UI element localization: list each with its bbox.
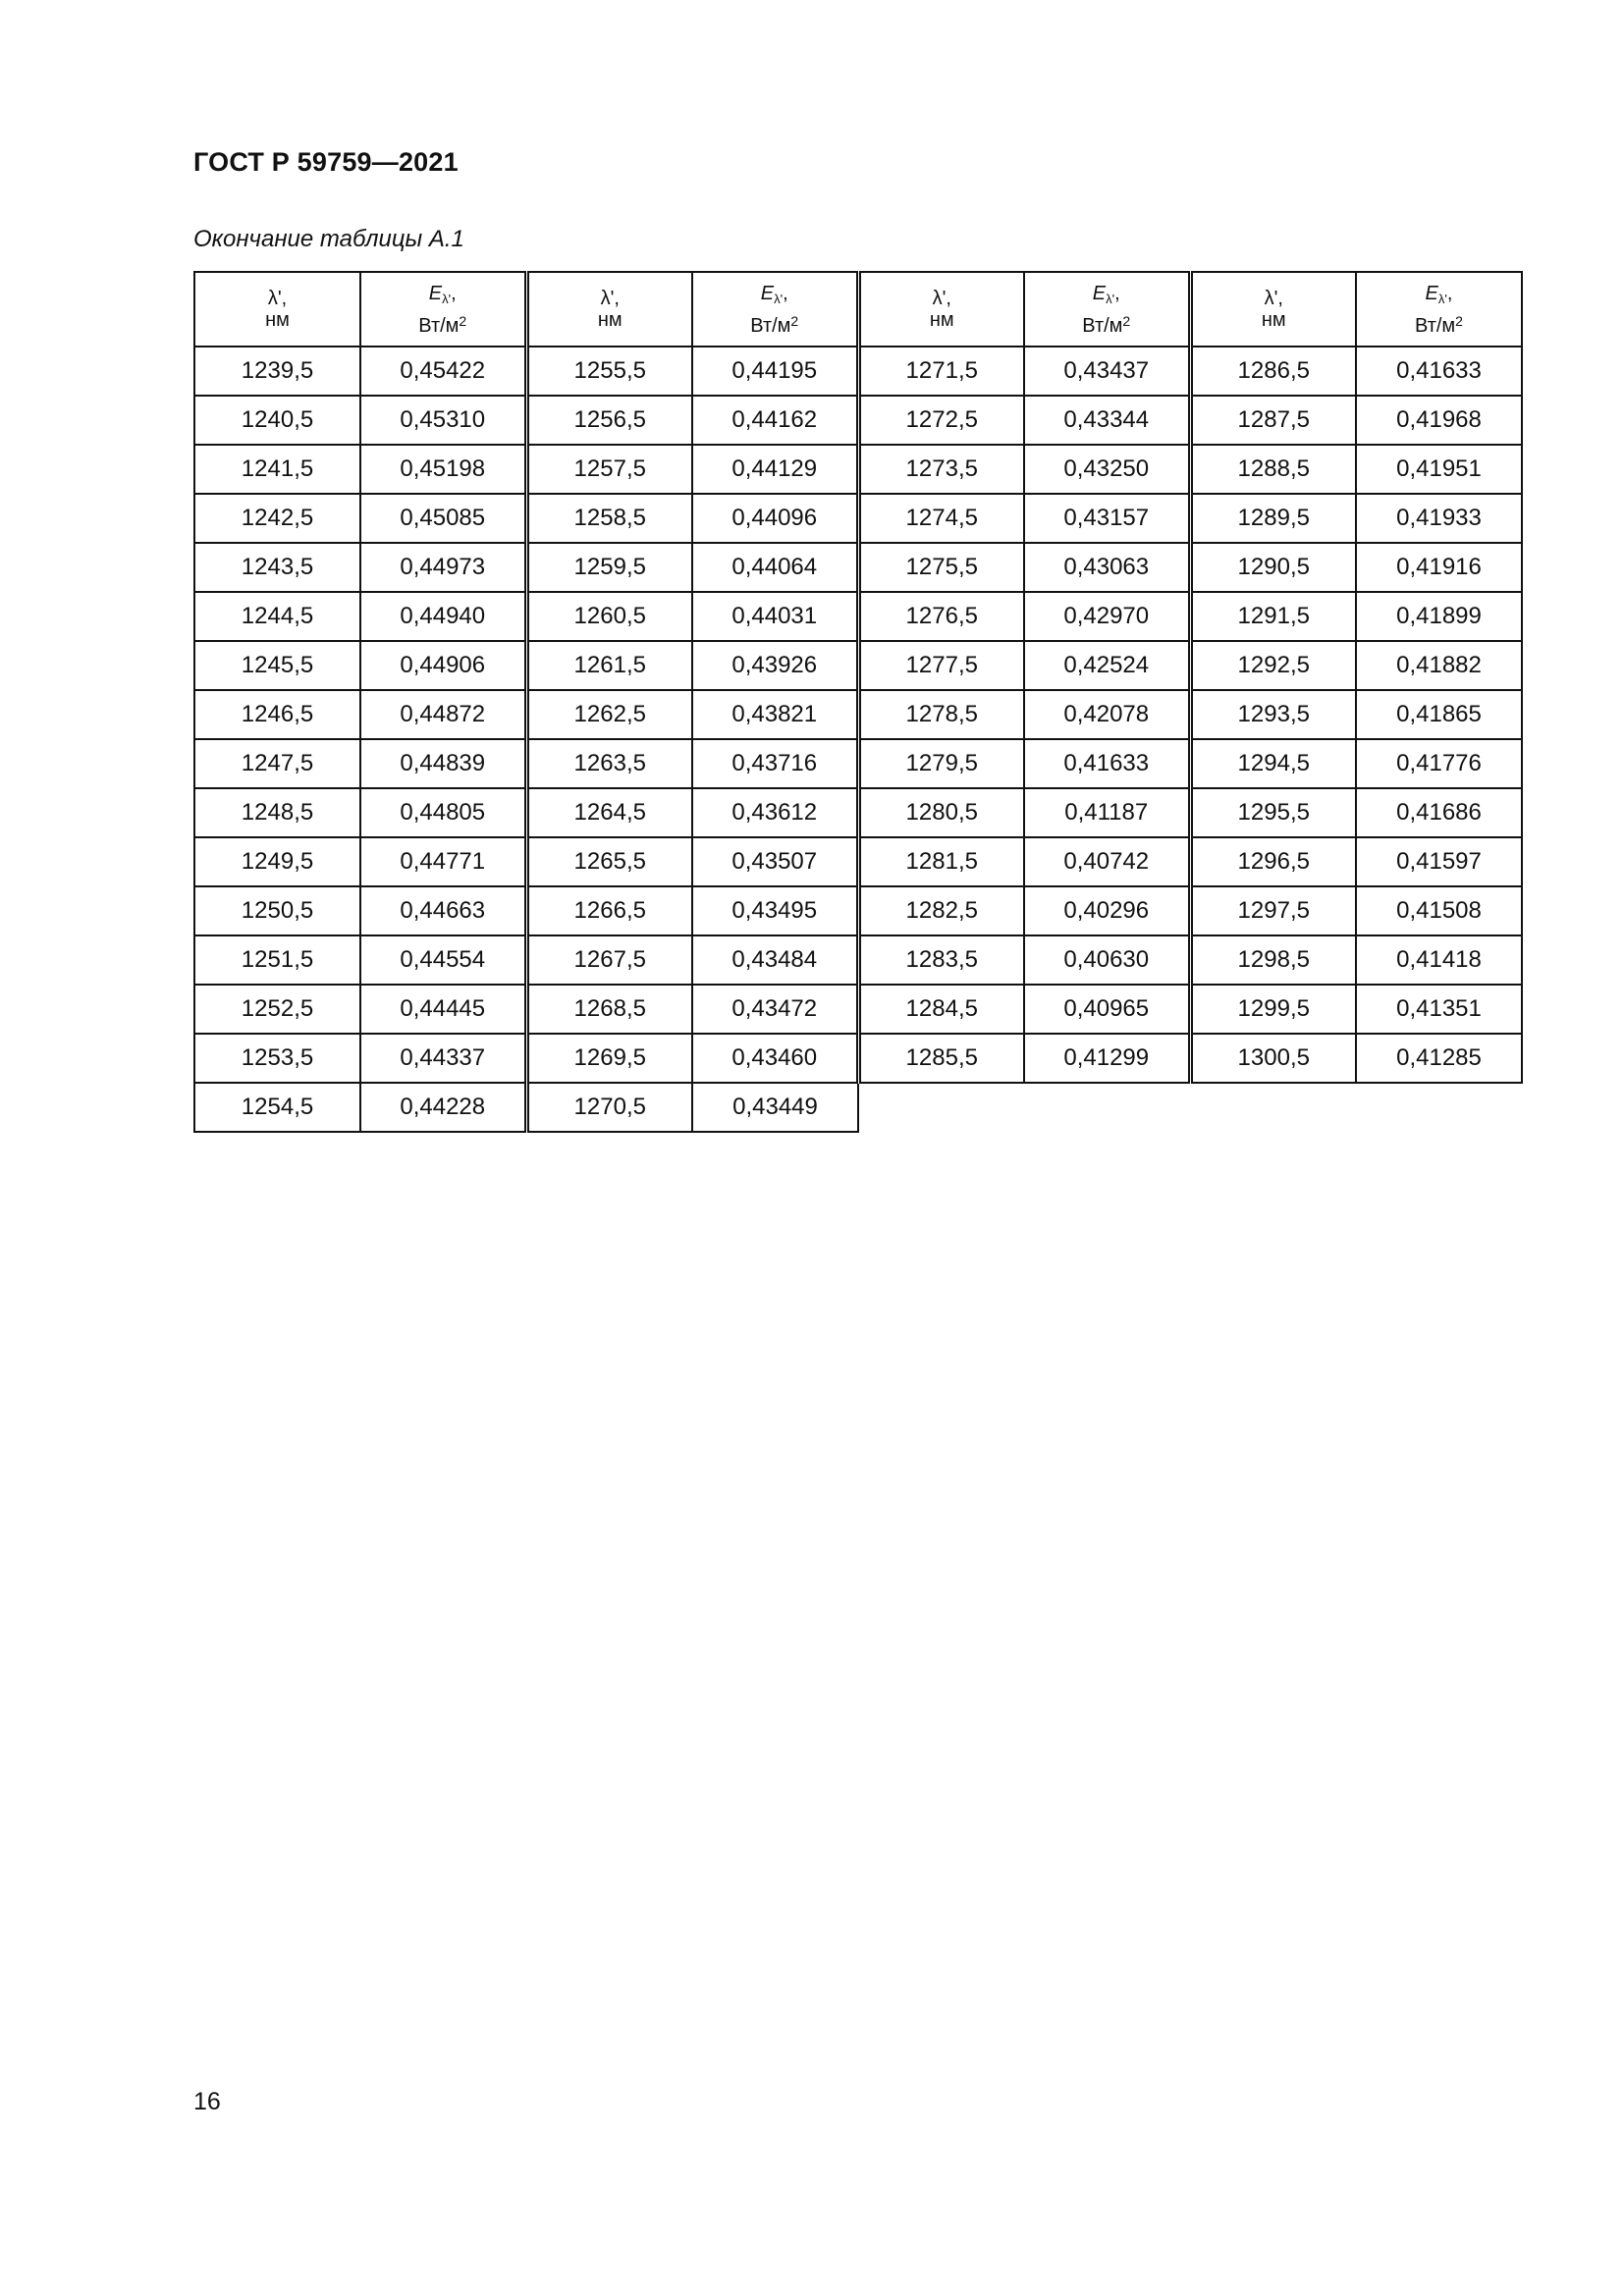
header-symbol: [693, 283, 856, 310]
table-row: [194, 837, 1522, 886]
table-row: [194, 886, 1522, 935]
wavelength-cell: 1288,5: [1190, 445, 1356, 494]
header-suffix: ,: [783, 282, 788, 304]
wavelength-cell: 1286,5: [1190, 347, 1356, 396]
table-row: [194, 641, 1522, 690]
wavelength-cell: 1270,5: [526, 1083, 692, 1132]
header-symbol-letter: E: [1092, 282, 1107, 304]
table-row: [194, 1083, 1522, 1132]
irradiance-cell: 0,41865: [1356, 690, 1522, 739]
irradiance-cell: 0,43495: [692, 886, 858, 935]
irradiance-cell: 0,42078: [1024, 690, 1190, 739]
irradiance-cell: 0,41508: [1356, 886, 1522, 935]
header-symbol: λ',: [600, 288, 620, 309]
header-superscript: 2: [1122, 312, 1131, 329]
irradiance-cell: 0,44872: [360, 690, 526, 739]
irradiance-cell: 0,40296: [1024, 886, 1190, 935]
wavelength-cell: 1265,5: [526, 837, 692, 886]
wavelength-cell: 1299,5: [1190, 985, 1356, 1034]
header-subscript: λ': [1106, 291, 1115, 306]
wavelength-cell: 1240,5: [194, 396, 360, 445]
irradiance-cell: 0,44973: [360, 543, 526, 592]
wavelength-cell: 1244,5: [194, 592, 360, 641]
wavelength-cell: 1252,5: [194, 985, 360, 1034]
header-symbol-letter: E: [760, 282, 775, 304]
header-wavelength: [858, 272, 1024, 347]
header-unit: [1357, 310, 1521, 337]
irradiance-cell: 0,43449: [692, 1083, 858, 1132]
document-header: ГОСТ Р 59759—2021: [193, 147, 459, 177]
irradiance-cell: 0,41916: [1356, 543, 1522, 592]
irradiance-cell: 0,41882: [1356, 641, 1522, 690]
irradiance-cell: 0,41418: [1356, 935, 1522, 985]
wavelength-cell: 1289,5: [1190, 494, 1356, 543]
table-row: [194, 396, 1522, 445]
wavelength-cell: 1276,5: [858, 592, 1024, 641]
irradiance-cell: 0,42970: [1024, 592, 1190, 641]
header-wavelength: [526, 272, 692, 347]
table-caption: Окончание таблицы А.1: [193, 226, 464, 252]
irradiance-cell: 0,45310: [360, 396, 526, 445]
irradiance-cell: 0,43716: [692, 739, 858, 788]
table-row: [194, 494, 1522, 543]
irradiance-cell: 0,42524: [1024, 641, 1190, 690]
irradiance-cell: 0,41597: [1356, 837, 1522, 886]
header-symbol: λ',: [267, 288, 288, 309]
irradiance-cell: 0,41285: [1356, 1034, 1522, 1083]
wavelength-cell: 1257,5: [526, 445, 692, 494]
header-suffix: ,: [1446, 282, 1453, 304]
empty-cell: [1190, 1083, 1356, 1132]
header-unit-text: Вт/м: [750, 314, 791, 337]
table-row: [194, 935, 1522, 985]
irradiance-cell: 0,41933: [1356, 494, 1522, 543]
header-suffix: ,: [1114, 282, 1120, 304]
irradiance-cell: 0,44771: [360, 837, 526, 886]
wavelength-cell: 1261,5: [526, 641, 692, 690]
header-irradiance: [1024, 272, 1190, 347]
table-header: [194, 272, 1522, 347]
header-symbol: [1357, 283, 1521, 310]
irradiance-cell: 0,41187: [1024, 788, 1190, 837]
table-row: [194, 347, 1522, 396]
irradiance-cell: 0,44129: [692, 445, 858, 494]
wavelength-cell: 1260,5: [526, 592, 692, 641]
irradiance-cell: 0,44554: [360, 935, 526, 985]
wavelength-cell: 1294,5: [1190, 739, 1356, 788]
header-irradiance: [1356, 272, 1522, 347]
wavelength-cell: 1258,5: [526, 494, 692, 543]
wavelength-cell: 1245,5: [194, 641, 360, 690]
wavelength-cell: 1266,5: [526, 886, 692, 935]
header-wavelength: [194, 272, 360, 347]
header-suffix: ,: [451, 282, 457, 304]
irradiance-cell: 0,43484: [692, 935, 858, 985]
irradiance-cell: 0,43437: [1024, 347, 1190, 396]
wavelength-cell: 1273,5: [858, 445, 1024, 494]
irradiance-cell: 0,44195: [692, 347, 858, 396]
header-subscript: λ': [774, 291, 784, 306]
wavelength-cell: 1281,5: [858, 837, 1024, 886]
header-unit: [693, 310, 856, 337]
header-symbol: λ',: [1264, 288, 1283, 309]
irradiance-cell: 0,43157: [1024, 494, 1190, 543]
empty-cell: [1356, 1083, 1522, 1132]
wavelength-cell: 1263,5: [526, 739, 692, 788]
irradiance-cell: 0,40742: [1024, 837, 1190, 886]
empty-cell: [1024, 1083, 1190, 1132]
wavelength-cell: 1242,5: [194, 494, 360, 543]
irradiance-cell: 0,44337: [360, 1034, 526, 1083]
irradiance-cell: 0,44805: [360, 788, 526, 837]
wavelength-cell: 1297,5: [1190, 886, 1356, 935]
irradiance-cell: 0,43460: [692, 1034, 858, 1083]
wavelength-cell: 1277,5: [858, 641, 1024, 690]
wavelength-cell: 1250,5: [194, 886, 360, 935]
header-unit: нм: [597, 309, 623, 331]
header-symbol-letter: E: [1425, 282, 1438, 304]
wavelength-cell: 1279,5: [858, 739, 1024, 788]
wavelength-cell: 1246,5: [194, 690, 360, 739]
header-wavelength: [1190, 272, 1356, 347]
header-irradiance: [360, 272, 526, 347]
irradiance-cell: 0,44839: [360, 739, 526, 788]
header-unit-text: Вт/м: [418, 314, 460, 337]
wavelength-cell: 1274,5: [858, 494, 1024, 543]
header-irradiance: [692, 272, 858, 347]
irradiance-cell: 0,45198: [360, 445, 526, 494]
wavelength-cell: 1256,5: [526, 396, 692, 445]
header-symbol: [361, 283, 524, 310]
wavelength-cell: 1255,5: [526, 347, 692, 396]
header-symbol: [1025, 283, 1188, 310]
wavelength-cell: 1284,5: [858, 985, 1024, 1034]
header-symbol-letter: E: [428, 282, 443, 304]
table-row: [194, 1034, 1522, 1083]
irradiance-cell: 0,45422: [360, 347, 526, 396]
irradiance-cell: 0,41633: [1356, 347, 1522, 396]
wavelength-cell: 1275,5: [858, 543, 1024, 592]
header-symbol: λ',: [932, 288, 951, 309]
irradiance-cell: 0,43612: [692, 788, 858, 837]
irradiance-cell: 0,43344: [1024, 396, 1190, 445]
wavelength-cell: 1280,5: [858, 788, 1024, 837]
header-superscript: 2: [790, 312, 799, 329]
irradiance-cell: 0,45085: [360, 494, 526, 543]
wavelength-cell: 1271,5: [858, 347, 1024, 396]
header-unit: нм: [929, 309, 954, 331]
irradiance-cell: 0,41968: [1356, 396, 1522, 445]
wavelength-cell: 1239,5: [194, 347, 360, 396]
wavelength-cell: 1283,5: [858, 935, 1024, 985]
wavelength-cell: 1241,5: [194, 445, 360, 494]
wavelength-cell: 1295,5: [1190, 788, 1356, 837]
irradiance-cell: 0,44096: [692, 494, 858, 543]
irradiance-cell: 0,44162: [692, 396, 858, 445]
wavelength-cell: 1298,5: [1190, 935, 1356, 985]
irradiance-cell: 0,41899: [1356, 592, 1522, 641]
header-subscript: λ': [1437, 291, 1447, 306]
irradiance-cell: 0,44445: [360, 985, 526, 1034]
table-body: [194, 347, 1522, 1132]
header-unit: [1025, 310, 1188, 337]
table-header-row: [194, 272, 1522, 347]
irradiance-cell: 0,43821: [692, 690, 858, 739]
table-row: [194, 788, 1522, 837]
table-row: [194, 739, 1522, 788]
wavelength-cell: 1272,5: [858, 396, 1024, 445]
spectral-irradiance-table: [193, 271, 1523, 1133]
wavelength-cell: 1247,5: [194, 739, 360, 788]
wavelength-cell: 1300,5: [1190, 1034, 1356, 1083]
wavelength-cell: 1285,5: [858, 1034, 1024, 1083]
table-row: [194, 543, 1522, 592]
wavelength-cell: 1292,5: [1190, 641, 1356, 690]
irradiance-cell: 0,44031: [692, 592, 858, 641]
wavelength-cell: 1254,5: [194, 1083, 360, 1132]
header-superscript: 2: [459, 312, 467, 329]
wavelength-cell: 1262,5: [526, 690, 692, 739]
irradiance-cell: 0,43507: [692, 837, 858, 886]
irradiance-cell: 0,44940: [360, 592, 526, 641]
irradiance-cell: 0,43472: [692, 985, 858, 1034]
table-row: [194, 445, 1522, 494]
header-unit-text: Вт/м: [1415, 314, 1456, 337]
wavelength-cell: 1243,5: [194, 543, 360, 592]
wavelength-cell: 1278,5: [858, 690, 1024, 739]
wavelength-cell: 1293,5: [1190, 690, 1356, 739]
wavelength-cell: 1291,5: [1190, 592, 1356, 641]
header-unit: [361, 310, 524, 337]
header-unit-text: Вт/м: [1082, 314, 1123, 337]
empty-cell: [858, 1083, 1024, 1132]
irradiance-cell: 0,43926: [692, 641, 858, 690]
irradiance-cell: 0,44228: [360, 1083, 526, 1132]
table-row: [194, 690, 1522, 739]
wavelength-cell: 1253,5: [194, 1034, 360, 1083]
irradiance-cell: 0,41633: [1024, 739, 1190, 788]
header-unit: нм: [265, 309, 290, 331]
header-unit: нм: [1261, 309, 1286, 331]
wavelength-cell: 1249,5: [194, 837, 360, 886]
irradiance-cell: 0,44064: [692, 543, 858, 592]
irradiance-cell: 0,41686: [1356, 788, 1522, 837]
wavelength-cell: 1296,5: [1190, 837, 1356, 886]
wavelength-cell: 1251,5: [194, 935, 360, 985]
wavelength-cell: 1282,5: [858, 886, 1024, 935]
irradiance-cell: 0,41299: [1024, 1034, 1190, 1083]
irradiance-cell: 0,44906: [360, 641, 526, 690]
irradiance-cell: 0,40630: [1024, 935, 1190, 985]
table-row: [194, 985, 1522, 1034]
irradiance-cell: 0,41776: [1356, 739, 1522, 788]
wavelength-cell: 1268,5: [526, 985, 692, 1034]
wavelength-cell: 1264,5: [526, 788, 692, 837]
irradiance-cell: 0,40965: [1024, 985, 1190, 1034]
header-superscript: 2: [1455, 312, 1463, 329]
header-subscript: λ': [442, 291, 452, 306]
wavelength-cell: 1269,5: [526, 1034, 692, 1083]
wavelength-cell: 1248,5: [194, 788, 360, 837]
wavelength-cell: 1267,5: [526, 935, 692, 985]
wavelength-cell: 1287,5: [1190, 396, 1356, 445]
wavelength-cell: 1290,5: [1190, 543, 1356, 592]
irradiance-cell: 0,44663: [360, 886, 526, 935]
irradiance-cell: 0,41951: [1356, 445, 1522, 494]
table-row: [194, 592, 1522, 641]
page-number: 16: [193, 2088, 221, 2115]
wavelength-cell: 1259,5: [526, 543, 692, 592]
irradiance-cell: 0,43250: [1024, 445, 1190, 494]
irradiance-cell: 0,41351: [1356, 985, 1522, 1034]
irradiance-cell: 0,43063: [1024, 543, 1190, 592]
